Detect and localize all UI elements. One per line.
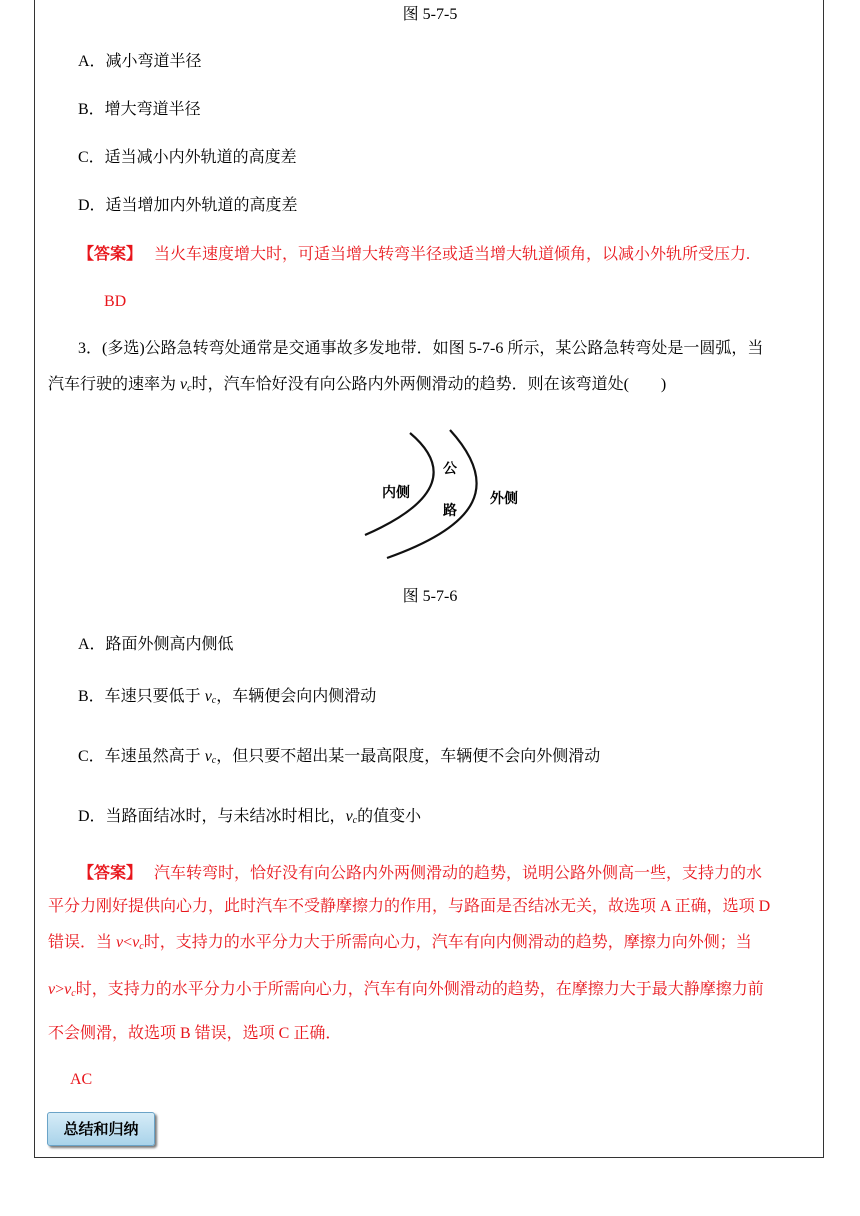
q3-answer-text-3a: 错误．当 [48,934,117,951]
q3-option-b-text-a: B．车速只要低于 [78,688,205,705]
q3-answer-choice: AC [70,1071,93,1088]
q2-option-b: B．增大弯道半径 [78,101,201,118]
var-v: v [64,981,72,998]
q3-option-d-text-b: 的值变小 [357,808,422,825]
q3-option-b-text-b: ，车辆便会向内侧滑动 [216,688,377,705]
var-c-subscript: c [211,695,217,706]
var-c-subscript: c [139,941,144,952]
answer-tag: 【答案】 [78,246,143,263]
q3-stem-line1: 3．(多选)公路急转弯处通常是交通事故多发地带．如图 5-7-6 所示，某公路急转弯处是一圆弧，当 [78,340,764,357]
figure-label-road-1: 公 [443,461,457,477]
q3-option-c [78,747,600,771]
q3-option-a: A．路面外侧高内侧低 [78,636,234,653]
var-v: v [345,808,353,825]
q3-option-d [78,807,421,831]
summary-button[interactable]: 总结和归纳 [47,1112,155,1146]
figure-caption-5-7-5: 图 5-7-5 [402,6,458,23]
q2-answer-text: 当火车速度增大时，可适当增大转弯半径或适当增大轨道倾角，以减小外轨所受压力. [154,246,751,263]
figure-label-inner: 内侧 [382,485,410,501]
q2-answer-choice: BD [104,293,127,310]
q2-answer [78,245,750,265]
var-c-subscript: c [211,755,217,766]
answer-tag: 【答案】 [78,865,143,882]
var-v: v [180,376,188,393]
var-c-subscript: c [352,815,358,826]
q3-stem-line2 [48,375,666,399]
q3-option-c-text-b: ，但只要不超出某一最高限度，车辆便不会向外侧滑动 [216,748,601,765]
var-v: v [204,688,212,705]
figure-label-road-2: 路 [443,503,457,519]
q3-answer-text-1: 汽车转弯时，恰好没有向公路内外两侧滑动的趋势，说明公路外侧高一些，支持力的水 [154,865,763,882]
q3-answer-text-4: 时，支持力的水平分力小于所需向心力，汽车有向外侧滑动的趋势，在摩擦力大于最大静摩擦力前 [75,981,764,998]
var-v: v [204,748,212,765]
figure-label-outer: 外侧 [490,491,518,507]
var-v: v [132,934,140,951]
q2-option-a: A．减小弯道半径 [78,53,202,70]
q3-answer-line1 [78,864,762,884]
var-c-subscript: c [187,383,192,394]
q3-answer-line4 [48,980,764,1004]
var-c-subscript: c [71,988,76,999]
q3-answer-line3 [48,933,752,957]
q3-stem-text-b: 时，汽车恰好没有向公路内外两侧滑动的趋势．则在该弯道处( ) [191,376,667,393]
figure-caption-5-7-6: 图 5-7-6 [402,588,458,605]
var-v: v [48,981,56,998]
q3-option-d-text-a: D．当路面结冰时，与未结冰时相比， [78,808,346,825]
var-v: v [116,934,124,951]
q2-option-d: D．适当增加内外轨道的高度差 [78,197,298,214]
road-curve-figure [350,425,550,565]
less-than: < [123,934,133,951]
q3-answer-text-3b: 时，支持力的水平分力大于所需向心力，汽车有向内侧滑动的趋势，摩擦力向外侧；当 [143,934,752,951]
q3-stem-text-a: 汽车行驶的速率为 [48,376,181,393]
greater-than: > [55,981,65,998]
q3-answer-line5: 不会侧滑，故选项 B 错误，选项 C 正确． [48,1025,342,1042]
q2-option-c: C．适当减小内外轨道的高度差 [78,149,297,166]
q3-option-b [78,687,376,711]
q3-option-c-text-a: C．车速虽然高于 [78,748,205,765]
q3-answer-line2: 平分力刚好提供向心力，此时汽车不受静摩擦力的作用，与路面是否结冰无关，故选项 A 正确，选项 D [48,898,771,915]
